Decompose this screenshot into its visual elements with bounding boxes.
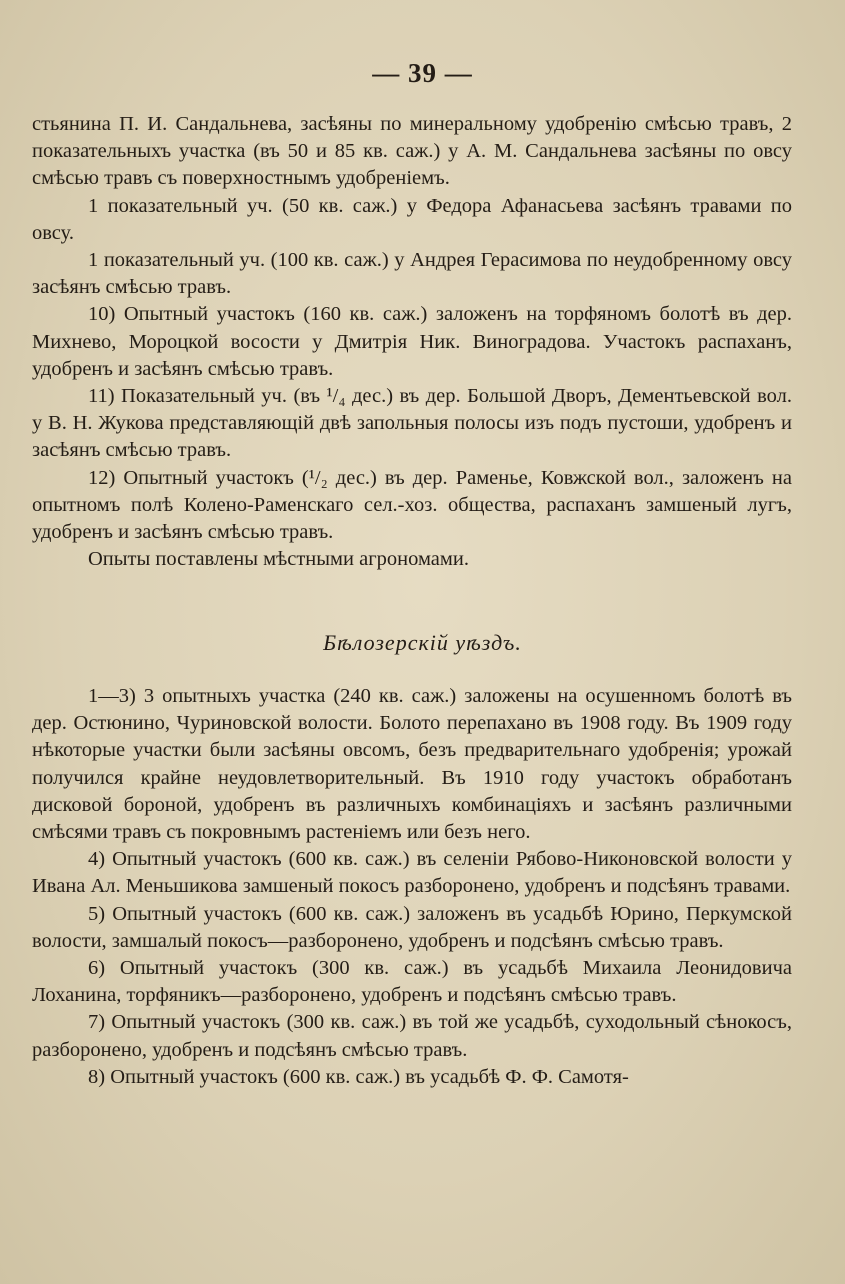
paragraph: 4) Опытный участокъ (600 кв. саж.) въ селеніи Рябово-Никоновской волости у Ивана Ал. Меньшикова замшеный покосъ разборонено, удобренъ и подсѣянъ травами.: [32, 848, 792, 898]
text-block-top: [32, 111, 792, 573]
paragraph: 10) Опытный участокъ (160 кв. саж.) заложенъ на торфяномъ болотѣ въ дер. Михнево, Мороцкой восости у Дмитрія Ник. Виноградова. Участокъ распаханъ, удобренъ и засѣянъ смѣсью травъ.: [32, 303, 792, 380]
section-heading: Бѣлозерскій уѣздъ.: [323, 630, 522, 655]
paragraph: 5) Опытный участокъ (600 кв. саж.) заложенъ въ усадьбѣ Юрино, Перкумской волости, замшалый покосъ—разборонено, удобренъ и подсѣянъ смѣсью травъ.: [32, 902, 792, 952]
paragraph: 6) Опытный участокъ (300 кв. саж.) въ усадьбѣ Михаила Леонидовича Лоханина, торфяникъ—разборонено, удобренъ и подсѣянъ смѣсью травъ.: [32, 957, 792, 1007]
paragraph: 1 показательный уч. (100 кв. саж.) у Андрея Герасимова по неудобренному овсу засѣянъ смѣсью травъ.: [32, 249, 792, 299]
paragraph: стьянина П. И. Сандальнева, засѣяны по минеральному удобренію смѣсью травъ, 2 показательныхъ участка (въ 50 и 85 кв. саж.) у А. М. Сандальнева засѣяны по овсу смѣсью травъ съ поверхностнымъ удобреніемъ.: [32, 113, 792, 190]
text-block-bottom: [32, 683, 792, 1091]
paragraph: 7) Опытный участокъ (300 кв. саж.) въ той же усадьбѣ, суходольный сѣнокосъ, разборонено, удобренъ и подсѣянъ смѣсью травъ.: [32, 1011, 792, 1061]
paragraph: 11) Показательный уч. (въ ¹/₄ дес.) въ дер. Большой Дворъ, Дементьевской вол. у В. Н. Жукова представляющій двѣ запольныя полосы изъ подъ пустоши, удобренъ и засѣянъ смѣсью травъ.: [32, 385, 792, 462]
page-number: — 39 —: [372, 58, 473, 88]
paragraph: 1 показательный уч. (50 кв. саж.) у Федора Афанасьева засѣянъ травами по овсу.: [32, 194, 792, 244]
paragraph: 12) Опытный участокъ (¹/₂ дес.) въ дер. Раменье, Ковжской вол., заложенъ на опытномъ полѣ Колено-Раменскаго сел.-хоз. общества, распаханъ замшеный лугъ, удобренъ и засѣянъ смѣсью травъ.: [32, 466, 792, 544]
paragraph: 8) Опытный участокъ (600 кв. саж.) въ усадьбѣ Ф. Ф. Самотя-: [88, 1065, 629, 1088]
paragraph: Опыты поставлены мѣстными агрономами.: [88, 548, 469, 571]
paragraph: 1—3) 3 опытныхъ участка (240 кв. саж.) заложены на осушенномъ болотѣ въ дер. Остюнино, Чуриновской волости. Болото перепахано въ 1908 году. Въ 1909 году нѣкоторые участки были засѣяны овсомъ, безъ предварительнаго удобренія; урожай получился крайне неудовлетворительный. Въ 1910 году участокъ обработанъ дисковой бороной, удобренъ въ различныхъ комбинаціяхъ и засѣянъ различными смѣсями травъ съ покровнымъ растеніемъ или безъ него.: [32, 685, 792, 844]
